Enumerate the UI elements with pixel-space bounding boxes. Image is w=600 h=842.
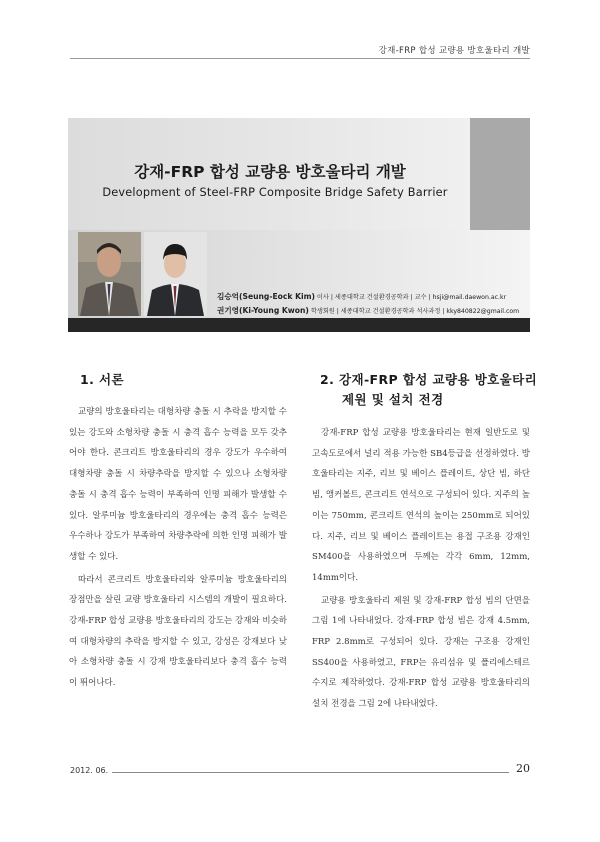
banner-accent-bar <box>470 118 530 230</box>
section-2-paragraph-2: 교량용 방호울타리 제원 및 강재-FRP 합성 빔의 단면을 그림 1에 나타내었다. 강재-FRP 합성 빔은 강재 4.5mm, FRP 2.8mm로 구성되어 있다. 강재는 구조용 강재인 SS400을 사용하였고, FRP는 유리섬유 및 폴리에스테르 수지로 제작하였다. 강재-FRP 합성 교량용 방호울타리의 설치 전경을 그림 2에 나타내었다. <box>312 595 530 710</box>
right-column-body <box>312 423 530 715</box>
author-1-detail: 이사 | 세종대학교 건설환경공학과 | 교수 | hsji@mail.daewon.ac.kr <box>314 294 507 301</box>
author-1-line <box>217 291 506 302</box>
section-1-paragraph-2: 따라서 콘크리트 방호울타리와 알루미늄 방호울타리의 장점만을 살린 교량 방호울타리 시스템의 개발이 필요하다. 강재-FRP 합성 교량용 방호울타리의 강도는 강재와 비슷하여 대형차량의 추락을 방지할 수 있고, 강성은 강재보다 낮아 소형차량 충돌 시 강재 방호울타리보다 충격 흡수 능력이 뛰어나다. <box>69 574 287 689</box>
author-2-detail: 학생회원 | 세종대학교 건설환경공학과 석사과정 | kky840822@gmail.com <box>308 308 520 315</box>
footer-date: 2012. 06. <box>70 766 109 775</box>
author-2-name: 권기영(Ki-Young Kwon) <box>217 306 309 315</box>
header-rule <box>70 58 530 59</box>
banner-footer-bar <box>68 318 530 332</box>
section-2-paragraph-1: 강재-FRP 합성 교량용 방호울타리는 현재 일반도로 및 고속도로에서 널리 적용 가능한 SB4등급을 선정하였다. 방호울타리는 지주, 리브 및 베이스 플레이트, 상단 빔, 하단 빔, 앵커볼트, 콘크리트 연석으로 구성되어 있다. 지주의 높이는 750mm, 콘크리트 연석의 높이는 250mm로 되어있다. 지주, 리브 및 베이스 플레이트는 용접 구조용 강재인 SM400을 사용하였으며 두께는 각각 6mm, 12mm, 14mm이다. <box>312 428 530 583</box>
section-1-paragraph-1: 교량의 방호울타리는 대형차량 충돌 시 추락을 방지할 수 있는 강도와 소형차량 충돌 시 충격 흡수 능력을 모두 갖추어야 한다. 콘크리트 방호울타리의 경우 강도가 우수하여 대형차량 충돌 시 차량추락을 방지할 수 있으나 소형차량 충돌 시 충격 흡수 능력이 부족하여 인명 피해가 발생할 수 있다. 알루미늄 방호울타리의 경우에는 충격 흡수 능력은 우수하나 강도가 부족하여 차량추락에 의한 인명 피해가 발생할 수 있다. <box>69 407 287 562</box>
title-korean: 강재-FRP 합성 교량용 방호울타리 개발 <box>134 163 406 181</box>
section-1-heading: 1. 서론 <box>80 372 124 387</box>
running-head: 강재-FRP 합성 교량용 방호울타리 개발 <box>378 46 530 56</box>
section-2-heading <box>320 370 540 410</box>
author-2-line <box>217 305 519 316</box>
section-2-heading-line-1: 2. 강재-FRP 합성 교량용 방호울타리 <box>320 372 538 387</box>
left-column-body <box>69 402 287 694</box>
author-photo-2 <box>144 232 207 316</box>
author-photo-1 <box>78 232 141 316</box>
section-2-heading-line-2: 제원 및 설치 전경 <box>342 392 444 407</box>
title-english: Development of Steel-FRP Composite Bridge Safety Barrier <box>102 186 448 199</box>
footer-rule <box>112 772 509 773</box>
page-number: 20 <box>516 762 530 775</box>
author-1-name: 김승억(Seung-Eock Kim) <box>217 292 315 301</box>
